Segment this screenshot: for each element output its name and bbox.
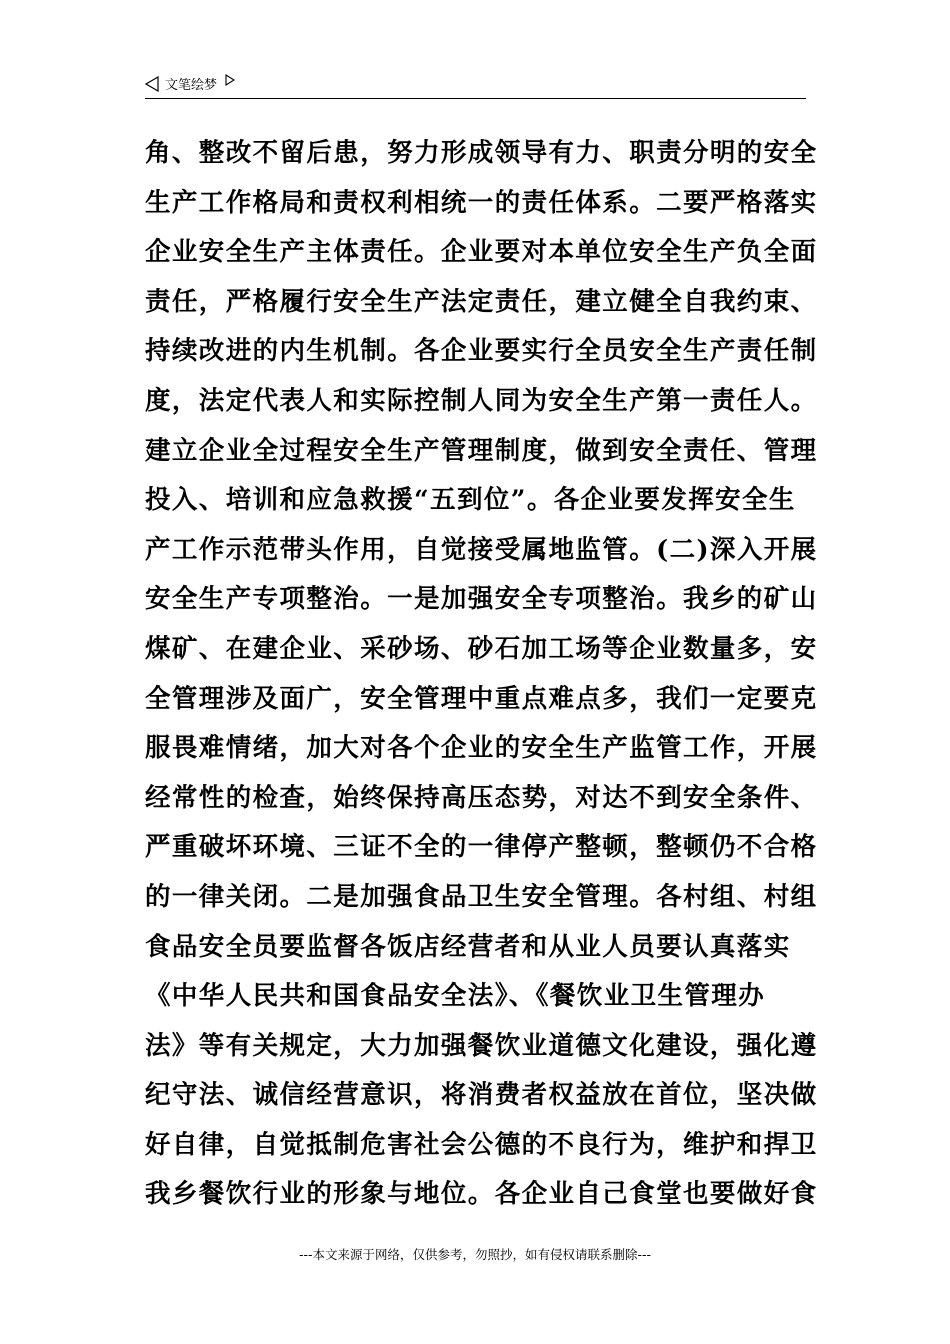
body-line: 法》等有关规定，大力加强餐饮业道德文化建设，强化遵 xyxy=(145,1030,818,1061)
body-line: 严重破坏环境、三证不全的一律停产整顿，整顿仍不合格 xyxy=(145,832,818,863)
body-line: 服畏难情绪，加大对各个企业的安全生产监管工作，开展 xyxy=(145,733,818,764)
body-line: 我乡餐饮行业的形象与地位。各企业自己食堂也要做好食 xyxy=(145,1179,818,1210)
triangle-right-icon xyxy=(225,74,235,86)
body-line: 纪守法、诚信经营意识，将消费者权益放在首位，坚决做 xyxy=(145,1080,818,1111)
body-line: 的一律关闭。二是加强食品卫生安全管理。各村组、村组 xyxy=(145,881,818,912)
triangle-left-icon xyxy=(145,76,159,92)
body-line: 责任，严格履行安全生产法定责任，建立健全自我约束、 xyxy=(145,286,818,317)
page-footer: ---本文来源于网络，仅供参考，勿照抄，如有侵权请联系删除--- xyxy=(298,1247,652,1262)
document-body xyxy=(145,129,818,1220)
body-line: 全管理涉及面广，安全管理中重点难点多，我们一定要克 xyxy=(145,683,818,714)
header-title: 文笔绘梦 xyxy=(165,78,218,93)
body-line: 经常性的检查，始终保持高压态势，对达不到安全条件、 xyxy=(145,782,818,813)
body-line: 煤矿、在建企业、采砂场、砂石加工场等企业数量多，安 xyxy=(145,633,818,664)
body-line: 《中华人民共和国食品安全法》、《餐饮业卫生管理办 xyxy=(145,981,766,1012)
header-content xyxy=(145,74,235,93)
body-line: 度，法定代表人和实际控制人同为安全生产第一责任人。 xyxy=(145,385,818,416)
body-line: 企业安全生产主体责任。企业要对本单位安全生产负全面 xyxy=(145,237,818,268)
body-line: 建立企业全过程安全生产管理制度，做到安全责任、管理 xyxy=(145,435,818,466)
body-line: 生产工作格局和责权利相统一的责任体系。二要严格落实 xyxy=(145,187,818,218)
body-line: 食品安全员要监督各饭店经营者和从业人员要认真落实 xyxy=(145,931,791,962)
body-line: 产工作示范带头作用，自觉接受属地监管。(二)深入开展 xyxy=(145,534,818,565)
body-line: 角、整改不留后患，努力形成领导有力、职责分明的安全 xyxy=(145,138,818,168)
body-line: 投入、培训和应急救援“五到位”。各企业要发挥安全生 xyxy=(145,485,796,516)
body-line: 持续改进的内生机制。各企业要实行全员安全生产责任制 xyxy=(145,336,818,367)
page-header xyxy=(145,70,806,99)
body-line: 好自律，自觉抵制危害社会公德的不良行为，维护和捍卫 xyxy=(145,1129,818,1160)
body-line: 安全生产专项整治。一是加强安全专项整治。我乡的矿山 xyxy=(145,584,818,615)
